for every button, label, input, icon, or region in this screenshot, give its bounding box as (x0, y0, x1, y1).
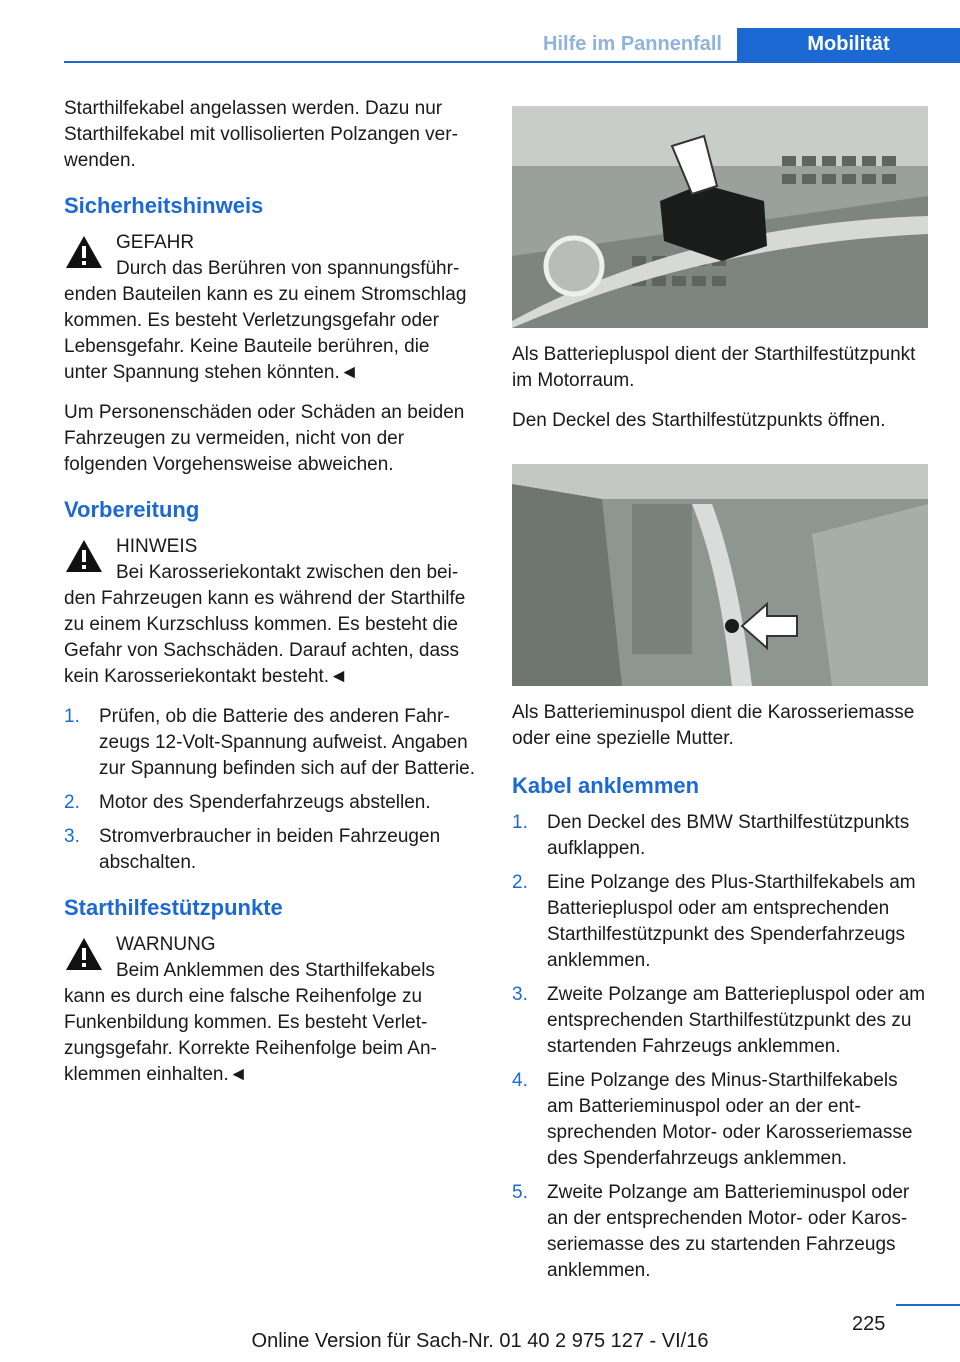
step-number: 5. (512, 1182, 528, 1203)
step-text: Motor des Spenderfahrzeugs abstellen. (99, 792, 431, 813)
list-item (512, 870, 928, 974)
step-text: Eine Polzange des Minus-Starthilfekabels am Batterieminuspol oder an der entsprechenden Motor- oder Karosseriemasse des Spenderfahrzeugs anklemmen. (547, 1070, 913, 1169)
header-rule (64, 61, 960, 63)
list-item (64, 790, 478, 816)
figure2-caption: Als Batterieminuspol dient die Karosseriemasse oder eine spezielle Mutter. (512, 702, 915, 749)
list-item (64, 824, 478, 876)
step-text: Zweite Polzange am Batterieminuspol oder an der entsprechenden Motor- oder Karosseriemasse des zu startenden Fahrzeugs anklemmen. (547, 1182, 910, 1281)
step-text: Stromverbraucher in beiden Fahrzeugen abschalten. (99, 826, 441, 873)
step-number: 2. (64, 792, 80, 813)
footer-rule (896, 1304, 960, 1306)
step-number: 1. (64, 706, 80, 727)
step-number: 3. (512, 984, 528, 1005)
list-item (512, 1180, 928, 1284)
danger-notice (64, 230, 478, 386)
connect-steps (512, 810, 928, 1284)
list-item (512, 810, 928, 862)
step-number: 1. (512, 812, 528, 833)
heading-preparation: Vorbereitung (64, 497, 200, 522)
warning-box (64, 932, 478, 1088)
warning-triangle-icon (64, 234, 104, 270)
heading-safety: Sicherheitshinweis (64, 193, 264, 218)
list-item (64, 704, 478, 782)
footer-version-text: Online Version für Sach-Nr. 01 40 2 975 127 - VI/16 (251, 1330, 709, 1352)
engine-bay-ground-point-image (512, 464, 928, 686)
step-text: Den Deckel des BMW Starthilfestützpunkts aufklappen. (547, 812, 910, 859)
danger-label: GEFAHR (116, 232, 195, 253)
step-text: Zweite Polzange am Batteriepluspol oder am entsprechenden Starthilfestützpunkt des zu startenden Fahrzeugs anklemmen. (547, 984, 926, 1057)
warning-label: WARNUNG (116, 934, 216, 955)
preparation-steps (64, 704, 478, 876)
warning-triangle-icon (64, 538, 104, 574)
heading-jump-points: Starthilfestützpunkte (64, 895, 283, 920)
step-number: 2. (512, 872, 528, 893)
list-item (512, 1068, 928, 1172)
page-number: 225 (852, 1313, 886, 1335)
right-column (512, 106, 928, 1298)
step-text: Prüfen, ob die Batterie des anderen Fahrzeugs 12-Volt-Spannung aufweist. Angaben zur Spannung befinden sich auf der Batterie. (99, 706, 476, 779)
left-column (64, 96, 478, 1102)
page-header (0, 0, 960, 62)
figure1-caption: Als Batteriepluspol dient der Starthilfestützpunkt im Motorraum. (512, 344, 916, 391)
notice-text: Bei Karosseriekontakt zwischen den beiden Fahrzeugen kann es während der Starthilfe zu einem Kurzschluss kommen. Es besteht die Gefahr von Sachschäden. Darauf achten, dass kein Karosseriekontakt besteht.◄ (64, 562, 466, 687)
step-text: Eine Polzange des Plus-Starthilfekabels am Batteriepluspol oder am entsprechenden Starthilfestützpunkt des Spenderfahrzeugs anklemmen. (547, 872, 916, 971)
intro-paragraph: Starthilfekabel angelassen werden. Dazu nur Starthilfekabel mit vollisolierten Polzangen verwenden. (64, 98, 458, 171)
notice-box (64, 534, 478, 690)
heading-connect-cables: Kabel anklemmen (512, 773, 700, 798)
step-number: 4. (512, 1070, 528, 1091)
figure1-instruction: Den Deckel des Starthilfestützpunkts öffnen. (512, 410, 886, 431)
notice-label: HINWEIS (116, 536, 198, 557)
step-number: 3. (64, 826, 80, 847)
list-item (512, 982, 928, 1060)
warning-triangle-icon (64, 936, 104, 972)
warning-text: Beim Anklemmen des Starthilfekabels kann es durch eine falsche Reihenfolge zu Funkenbildung kommen. Es besteht Verletzungsgefahr. Korrekte Reihenfolge beim Anklemmen einhalten.◄ (64, 960, 437, 1085)
chapter-tab[interactable]: Mobilität (737, 28, 960, 62)
section-tab[interactable]: Hilfe im Pannenfall (543, 33, 722, 55)
engine-bay-positive-terminal-image (512, 106, 928, 328)
safety-paragraph: Um Personenschäden oder Schäden an beiden Fahrzeugen zu vermeiden, nicht von der folgenden Vorgehensweise abweichen. (64, 402, 465, 475)
danger-text: Durch das Berühren von spannungsführenden Bauteilen kann es zu einem Stromschlag kommen. Es besteht Verletzungsgefahr oder Lebensgefahr. Keine Bauteile berühren, die unter Spannung stehen könnten.◄ (64, 258, 467, 383)
